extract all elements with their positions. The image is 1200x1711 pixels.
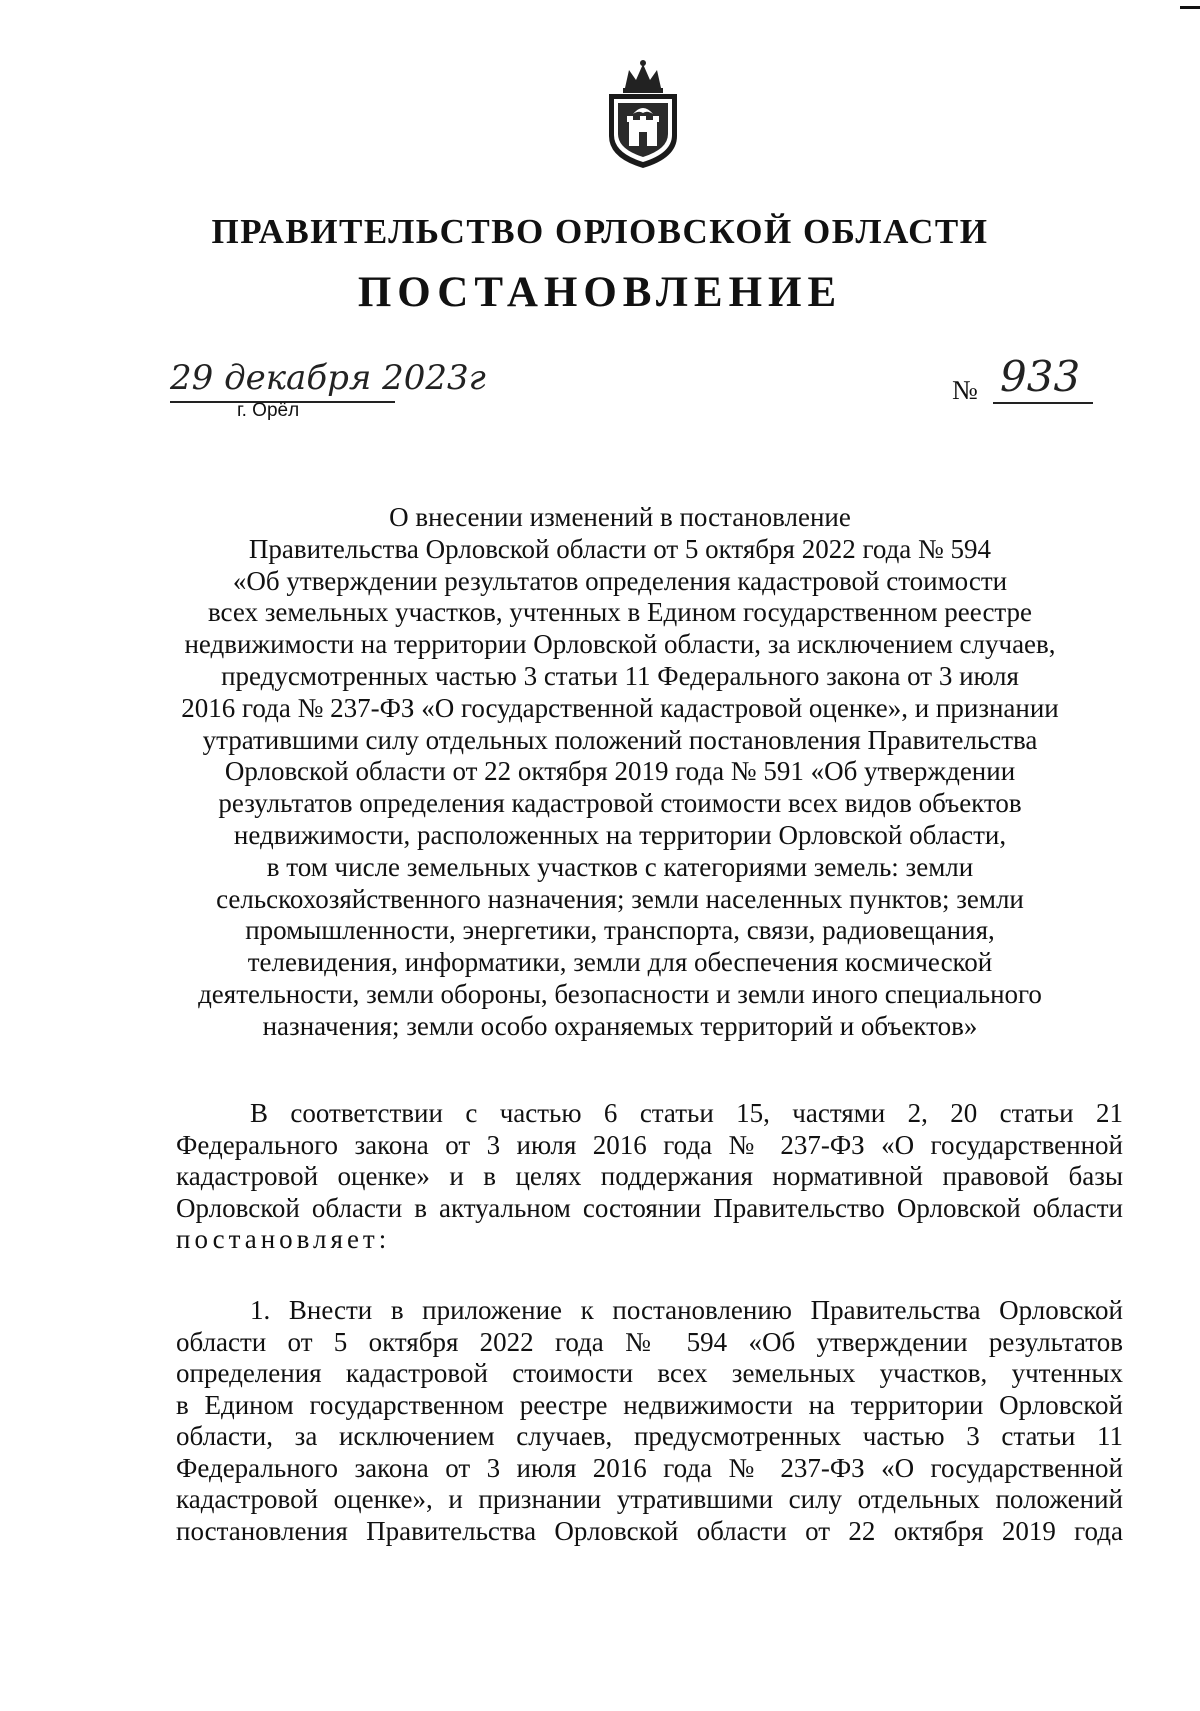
organization-title: ПРАВИТЕЛЬСТВО ОРЛОВСКОЙ ОБЛАСТИ — [211, 212, 989, 251]
paragraph-line: постановляет: — [176, 1224, 391, 1254]
paragraph-line: Орловской области в актуальном состоянии Правительство Орловской области — [176, 1192, 1123, 1223]
subject-line: «Об утверждении результатов определения кадастровой стоимости — [232, 565, 1008, 596]
subject-line: Орловской области от 22 октября 2019 года № 591 «Об утверждении — [224, 756, 1016, 787]
number-label: № — [952, 375, 978, 405]
paragraph-line: 1. Внести в приложение к постановлению Правительства Орловской — [250, 1295, 1123, 1325]
number-underline — [993, 402, 1093, 404]
document-type-title: ПОСТАНОВЛЕНИЕ — [357, 269, 843, 316]
paragraph-line: Федерального закона от 3 июля 2016 года № 237-ФЗ «О государственной — [176, 1129, 1123, 1160]
handwritten-date: 29 декабря 2023г — [170, 358, 486, 398]
subject-line: недвижимости на территории Орловской области, за исключением случаев, — [184, 629, 1056, 660]
subject-line: О внесении изменений в постановление — [389, 502, 851, 532]
subject-line: телевидения, информатики, земли для обеспечения космической — [247, 947, 993, 978]
document-subject — [140, 502, 1100, 1043]
subject-line: Правительства Орловской области от 5 октября 2022 года № 594 — [248, 533, 992, 564]
subject-line: предусмотренных частью 3 статьи 11 Федерального закона от 3 июля — [221, 660, 1019, 691]
paragraph-line: области, за исключением случаев, предусмотренных частью 3 статьи 11 — [176, 1421, 1123, 1451]
subject-line: в том числе земельных участков с категориями земель: земли — [266, 851, 974, 882]
paragraph-line: постановления Правительства Орловской области от 22 октября 2019 года — [176, 1515, 1123, 1546]
subject-line: 2016 года № 237-ФЗ «О государственной кадастровой оценке», и признании — [181, 692, 1059, 723]
coat-of-arms-icon — [603, 58, 683, 170]
subject-line: назначения; земли особо охраняемых территорий и объектов» — [262, 1010, 978, 1041]
handwritten-number: 933 — [1000, 352, 1081, 401]
subject-line: деятельности, земли обороны, безопасности и земли иного специального — [198, 978, 1042, 1009]
paragraph-line: определения кадастровой стоимости всех земельных участков, учтенных — [176, 1358, 1123, 1388]
subject-line: всех земельных участков, учтенных в Едином государственном реестре — [207, 597, 1033, 628]
paragraph-line: кадастровой оценке», и признании утратившими силу отдельных положений — [176, 1484, 1123, 1514]
subject-line: сельскохозяйственного назначения; земли населенных пунктов; земли — [216, 883, 1024, 914]
city-label: г. Орёл — [237, 400, 300, 421]
paragraph-line: кадастровой оценке» и в целях поддержания нормативной правовой базы — [176, 1161, 1123, 1191]
subject-line: промышленности, энергетики, транспорта, связи, радиовещания, — [245, 915, 995, 946]
item-1-paragraph — [176, 1295, 1123, 1547]
subject-line: утратившими силу отдельных положений постановления Правительства — [202, 724, 1038, 755]
paragraph-line: в Едином государственном реестре недвижимости на территории Орловской — [176, 1389, 1123, 1420]
page-edge-mark — [1180, 6, 1200, 9]
paragraph-line: В соответствии с частью 6 статьи 15, частями 2, 20 статьи 21 — [250, 1098, 1123, 1128]
preamble-paragraph — [176, 1098, 1123, 1256]
subject-line: результатов определения кадастровой стоимости всех видов объектов — [218, 788, 1022, 819]
paragraph-line: области от 5 октября 2022 года № 594 «Об утверждении результатов — [176, 1326, 1123, 1357]
subject-line: недвижимости, расположенных на территории Орловской области, — [233, 819, 1007, 850]
paragraph-line: Федерального закона от 3 июля 2016 года № 237-ФЗ «О государственной — [176, 1452, 1123, 1483]
